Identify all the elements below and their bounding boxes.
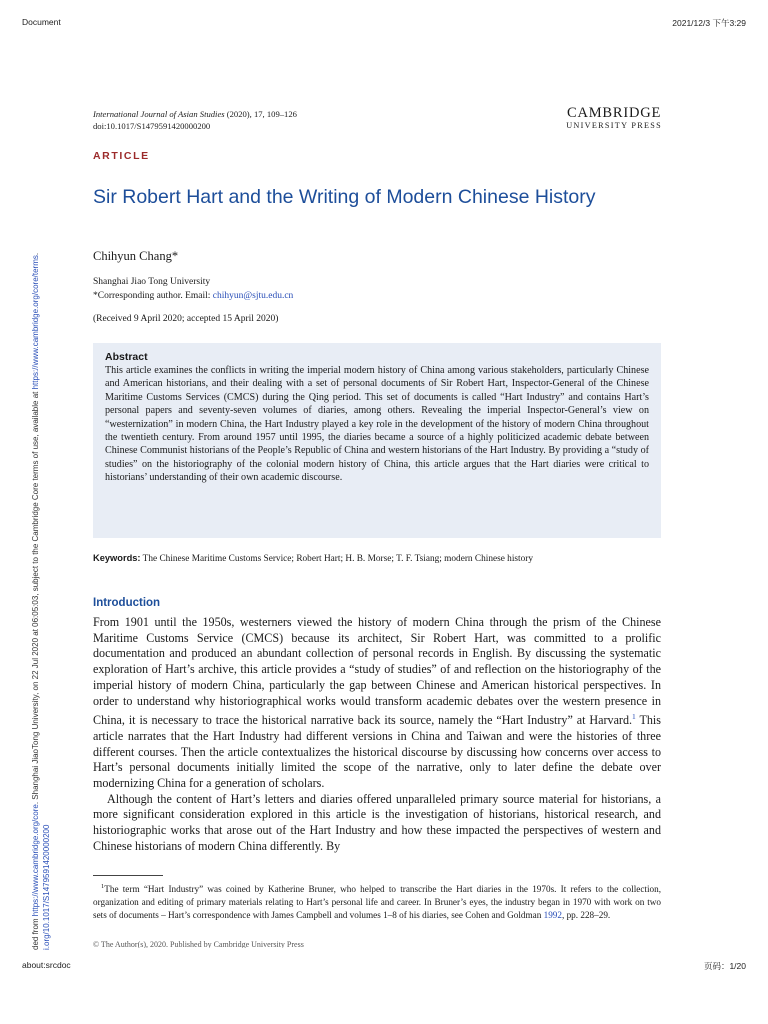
introduction-body <box>93 615 661 855</box>
intro-paragraph-2: Although the content of Hart’s letters and diaries offered unparalleled primary source material for historians, a more significant consideration explored in this article is the investigation of historians, historical research, and historiographic works that arose out of the Hart Industry and how these impacted the perspectives of western and Chinese historians of modern China differently. By <box>93 791 661 853</box>
corresponding-label: *Corresponding author. Email: <box>93 291 213 301</box>
journal-name: International Journal of Asian Studies <box>93 109 225 119</box>
affiliation: Shanghai Jiao Tong University <box>93 277 211 287</box>
print-footer <box>0 960 768 980</box>
intro-paragraph-1: From 1901 until the 1950s, westerners viewed the history of modern China through the prism of the Chinese Maritime Customs Service (CMCS) because its architect, Sir Robert Hart, was committed to a prolific documentation and produced an abundant collection of personal records in English. By discussing the systematic exploration of Hart’s archive, this article provides a “study of studies” of and reflection on the historiography of the imperial history of modern China, particularly the gap between Chinese and American historical perspectives. In order to understand why historiographical works would transform academic debates over the western presence in China, it is necessary to trace the historical narrative back its source, namely the “Hart Industry” at Harvard.$^1$ This article narrates that the Hart Industry had different versions in China and Taiwan and were the histories of three different courses. Then the article contextualizes the historical discourse by discussing how concerns over access to Hart’s personal documents initially limited the scope of the narrative, only to later define the debate over modernizing China for a generation of scholars. <box>93 615 661 791</box>
margin-note-line2 <box>41 253 52 950</box>
journal-citation-rest: (2020), 17, 109–126 <box>224 109 297 119</box>
email-link[interactable]: chihyun@sjtu.edu.cn <box>212 291 294 301</box>
citation-link[interactable]: 1992 <box>543 910 562 921</box>
cambridge-core-link[interactable]: https://www.cambridge.org/core <box>31 804 40 917</box>
footnote-number: 1 <box>101 883 105 890</box>
author-name: Chihyun Chang* <box>93 249 179 263</box>
keywords-text: The Chinese Maritime Customs Service; Robert Hart; H. B. Morse; T. F. Tsiang; modern Chinese history <box>140 554 534 564</box>
print-header <box>0 17 768 37</box>
article-title: Sir Robert Hart and the Writing of Modern Chinese History <box>93 186 596 208</box>
abstract-box <box>93 343 661 538</box>
print-header-title: Document <box>22 17 61 27</box>
cambridge-logo <box>566 106 662 131</box>
journal-citation <box>93 108 297 132</box>
abstract-heading: Abstract <box>105 351 148 363</box>
print-footer-page: 页码：1/20 <box>703 961 746 971</box>
margin-note-line1: ded from https://www.cambridge.org/core. Shanghai JiaoTong University, on 22 Jul 2020 at 06:05:03, subject to the Cambridge Core terms of use, available at https://www.cambridge.org/core/terms. <box>31 252 40 950</box>
print-header-datetime: 2021/12/3 下午3:29 <box>672 18 746 28</box>
footnote-divider <box>93 875 163 876</box>
download-margin-note <box>30 253 52 950</box>
doi-margin-link[interactable]: i.org/10.1017/S1479591420000200 <box>42 824 51 950</box>
keywords-label: Keywords: <box>93 553 141 563</box>
terms-link[interactable]: https://www.cambridge.org/core/terms <box>31 255 40 390</box>
print-footer-url: about:srcdoc <box>22 960 71 970</box>
publisher-name: CAMBRIDGE <box>566 105 662 121</box>
abstract-text: This article examines the conflicts in writing the imperial modern history of China among various stakeholders, particularly Chinese and American historians, and their dealing with a set of personal documents of Sir Robert Hart, Inspector-General of the Chinese Maritime Customs Services (CMCS) during the Qing period. This set of documents is called “Hart Industry” and contains Hart’s personal papers and seventy-seven volumes of diaries, among others. Revealing the imperial Inspector-General’s view on “westernization” in modern China, the Hart Industry played a key role in the development of the history of modern China throughout the twentieth century. From around 1957 until 1995, the diaries became a source of a highly politicized academic debate between Chinese Communist historians of the People’s Republic of China and western historians of the Hart Industry. By providing a “study of studies” on the historiography of the colonial modern history of China, this article argues that the Hart diaries were critical to historians’ understanding of their own academic discourse. <box>105 365 649 484</box>
journal-doi: doi:10.1017/S1479591420000200 <box>93 121 211 131</box>
received-dates: (Received 9 April 2020; accepted 15 April 2020) <box>93 314 279 324</box>
article-type-label: ARTICLE <box>93 150 150 162</box>
footnote-ref-1[interactable]: 1 <box>632 712 636 722</box>
publisher-sub: UNIVERSITY PRESS <box>566 121 662 130</box>
copyright-line: © The Author(s), 2020. Published by Cambridge University Press <box>93 940 304 948</box>
introduction-heading: Introduction <box>93 597 161 609</box>
footnote-1: $^1$The term “Hart Industry” was coined by Katherine Bruner, who helped to transcribe the Hart diaries in the 1970s. It refers to the collection, organization and editing of primary materials relating to Hart’s personal life and career. In Bruner’s eyes, the industry began in 1970 with work on two sets of documents – Hart’s correspondence with James Campbell and volumes 1–8 of his diaries, see Cohen and Goldman 1992, pp. 228–29. <box>93 883 661 921</box>
author-affiliation-block <box>93 275 293 303</box>
keywords <box>93 553 661 564</box>
